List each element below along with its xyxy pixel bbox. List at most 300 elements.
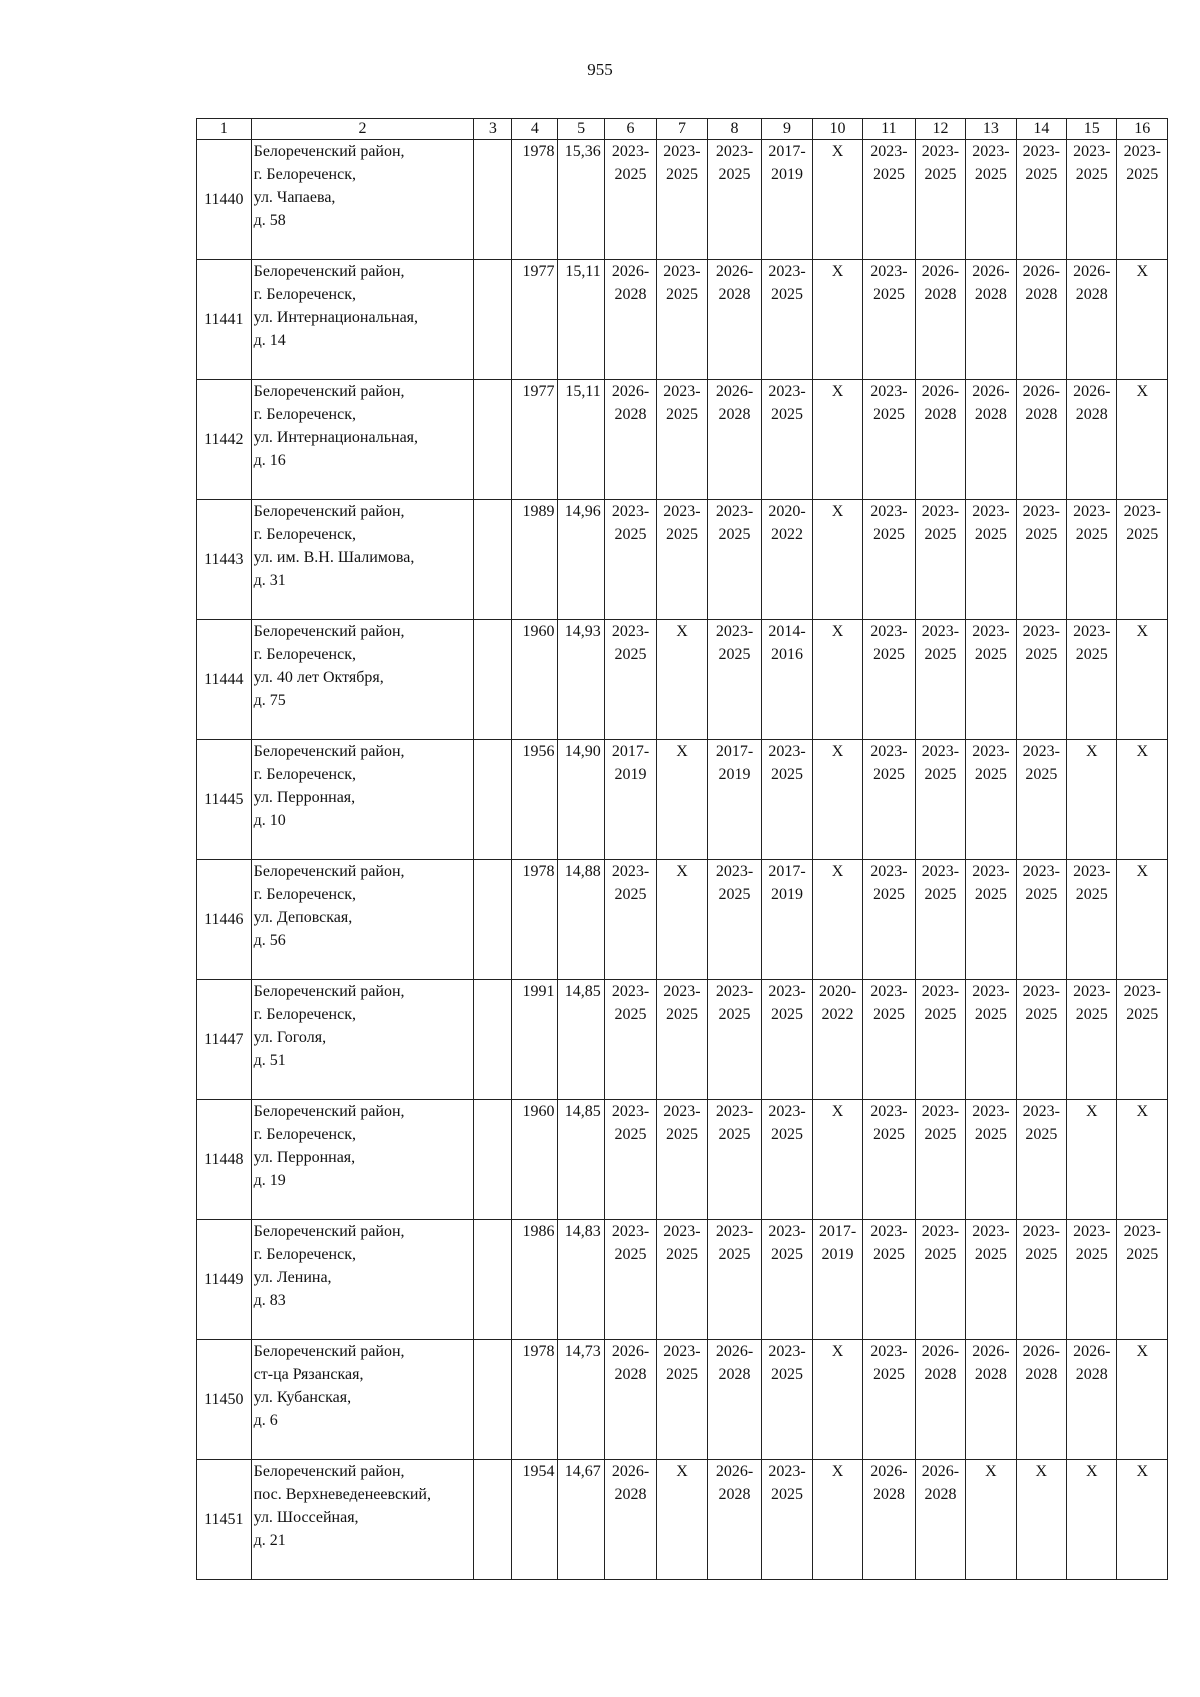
- period-cell: [707, 140, 762, 260]
- column-3-cell: [474, 740, 512, 860]
- address-cell: [251, 1340, 474, 1460]
- period-start: 2023-: [1022, 983, 1060, 1000]
- address-cell: [251, 380, 474, 500]
- period-start: 2026-: [972, 383, 1010, 400]
- period-cell: [1067, 860, 1117, 980]
- period-end: 2025: [1075, 1246, 1108, 1263]
- period-end: 2025: [614, 526, 647, 543]
- address-line: ст-ца Рязанская,: [253, 1366, 364, 1383]
- period-cell: [1117, 1100, 1168, 1220]
- period-start: X: [1136, 1103, 1149, 1120]
- period-start: 2023-: [663, 263, 701, 280]
- period-cell: [915, 740, 965, 860]
- period-cell: [1117, 980, 1168, 1100]
- table-row: [197, 1340, 1168, 1460]
- column-3-cell: [474, 1220, 512, 1340]
- period-end: 2025: [872, 1246, 905, 1263]
- address-line: г. Белореченск,: [253, 286, 356, 303]
- period-start: 2023-: [870, 1343, 908, 1360]
- period-cell: [1016, 980, 1066, 1100]
- period-start: 2023-: [663, 1343, 701, 1360]
- period-start: 2023-: [663, 503, 701, 520]
- period-cell: [1016, 140, 1066, 260]
- period-cell: [812, 1340, 862, 1460]
- period-cell: [1016, 260, 1066, 380]
- period-start: 2023-: [870, 983, 908, 1000]
- period-start: 2023-: [1022, 743, 1060, 760]
- period-start: X: [1085, 1103, 1098, 1120]
- column-3-cell: [474, 1100, 512, 1220]
- column-number: 8: [707, 119, 762, 140]
- table-row: [197, 500, 1168, 620]
- period-start: X: [1136, 383, 1149, 400]
- period-cell: [604, 1220, 657, 1340]
- column-number: 14: [1016, 119, 1066, 140]
- period-cell: [1117, 740, 1168, 860]
- period-start: 2023-: [768, 1463, 806, 1480]
- table-row: [197, 980, 1168, 1100]
- column-number: 11: [863, 119, 916, 140]
- period-start: 2026-: [1073, 263, 1111, 280]
- period-cell: [1067, 380, 1117, 500]
- period-cell: [915, 500, 965, 620]
- period-start: 2023-: [663, 143, 701, 160]
- address-line: Белореченский район,: [253, 743, 405, 760]
- period-end: 2028: [1025, 1366, 1058, 1383]
- period-start: 2026-: [1073, 383, 1111, 400]
- period-end: 2022: [821, 1006, 854, 1023]
- period-start: 2017-: [611, 743, 650, 760]
- period-end: 2025: [665, 1246, 698, 1263]
- period-end: 2025: [924, 886, 957, 903]
- period-cell: [1016, 1220, 1066, 1340]
- period-start: 2023-: [663, 1223, 701, 1240]
- period-start: 2023-: [972, 503, 1010, 520]
- period-start: X: [831, 383, 844, 400]
- period-start: X: [1136, 743, 1149, 760]
- period-end: 2025: [1075, 1006, 1108, 1023]
- address-line: г. Белореченск,: [253, 166, 356, 183]
- period-end: 2025: [974, 526, 1007, 543]
- period-end: 2025: [771, 286, 804, 303]
- period-cell: [812, 620, 862, 740]
- period-cell: [863, 1460, 916, 1580]
- period-cell: [707, 1460, 762, 1580]
- period-end: 2028: [718, 1486, 751, 1503]
- address-line: д. 6: [253, 1412, 278, 1429]
- period-end: 2025: [872, 1006, 905, 1023]
- period-cell: [863, 1340, 916, 1460]
- period-cell: [1067, 140, 1117, 260]
- period-cell: [657, 140, 707, 260]
- column-3-cell: [474, 980, 512, 1100]
- period-end: 2025: [872, 646, 905, 663]
- period-cell: [915, 1220, 965, 1340]
- period-start: X: [1136, 263, 1149, 280]
- table-row: [197, 1100, 1168, 1220]
- address-cell: [251, 140, 474, 260]
- period-end: 2025: [924, 526, 957, 543]
- period-start: 2023-: [921, 863, 960, 880]
- period-cell: [863, 380, 916, 500]
- period-cell: [863, 260, 916, 380]
- period-cell: [966, 860, 1016, 980]
- period-cell: [1016, 860, 1066, 980]
- period-end: 2025: [974, 1126, 1007, 1143]
- period-start: 2023-: [611, 503, 650, 520]
- build-year: 1954: [512, 1460, 558, 1580]
- column-number: 15: [1067, 119, 1117, 140]
- period-cell: [657, 500, 707, 620]
- period-start: 2023-: [715, 1103, 754, 1120]
- address-cell: [251, 1460, 474, 1580]
- period-start: X: [831, 503, 844, 520]
- period-end: 2025: [718, 1006, 751, 1023]
- address-line: г. Белореченск,: [253, 1126, 356, 1143]
- period-cell: [966, 980, 1016, 1100]
- address-line: Белореченский район,: [253, 143, 405, 160]
- period-end: 2025: [1075, 646, 1108, 663]
- period-cell: [604, 500, 657, 620]
- period-cell: [604, 260, 657, 380]
- period-start: 2023-: [1073, 143, 1111, 160]
- period-cell: [915, 1100, 965, 1220]
- build-year: 1978: [512, 860, 558, 980]
- record-number: 11450: [197, 1340, 252, 1460]
- period-end: 2028: [1075, 286, 1108, 303]
- table-row: [197, 860, 1168, 980]
- period-end: 2025: [1025, 646, 1058, 663]
- period-end: 2025: [924, 766, 957, 783]
- period-end: 2028: [718, 406, 751, 423]
- column-number-row: [197, 119, 1168, 140]
- period-cell: [657, 740, 707, 860]
- period-cell: [1016, 1100, 1066, 1220]
- address-line: ул. Интернациональная,: [253, 309, 419, 326]
- period-start: 2017-: [715, 743, 754, 760]
- period-end: 2025: [1025, 1246, 1058, 1263]
- period-end: 2025: [771, 766, 804, 783]
- period-end: 2028: [1025, 406, 1058, 423]
- period-cell: [657, 260, 707, 380]
- period-cell: [966, 1100, 1016, 1220]
- period-start: 2023-: [1123, 983, 1161, 1000]
- period-cell: [604, 1460, 657, 1580]
- period-cell: [1117, 1460, 1168, 1580]
- period-cell: [1117, 620, 1168, 740]
- address-line: ул. Перронная,: [253, 789, 356, 806]
- address-line: д. 75: [253, 692, 286, 709]
- period-cell: [707, 380, 762, 500]
- period-cell: [1067, 1220, 1117, 1340]
- period-cell: [812, 260, 862, 380]
- period-cell: [1067, 1340, 1117, 1460]
- record-number: 11444: [197, 620, 252, 740]
- period-start: 2023-: [715, 503, 754, 520]
- period-end: 2025: [872, 886, 905, 903]
- period-cell: [1067, 980, 1117, 1100]
- period-cell: [657, 1220, 707, 1340]
- period-end: 2025: [665, 1006, 698, 1023]
- column-3-cell: [474, 380, 512, 500]
- address-line: ул. Кубанская,: [253, 1389, 352, 1406]
- build-year: 1978: [512, 1340, 558, 1460]
- period-start: 2023-: [1022, 503, 1060, 520]
- address-line: д. 58: [253, 212, 286, 229]
- period-cell: [966, 1220, 1016, 1340]
- period-cell: [812, 500, 862, 620]
- table-row: [197, 620, 1168, 740]
- column-number: 12: [915, 119, 965, 140]
- period-cell: [915, 140, 965, 260]
- address-line: д. 16: [253, 452, 286, 469]
- period-end: 2028: [924, 406, 957, 423]
- period-start: 2023-: [1123, 1223, 1161, 1240]
- period-end: 2025: [771, 1006, 804, 1023]
- period-end: 2025: [771, 1246, 804, 1263]
- address-line: г. Белореченск,: [253, 766, 356, 783]
- period-start: 2026-: [611, 263, 650, 280]
- period-start: 2023-: [768, 383, 806, 400]
- period-start: 2023-: [921, 143, 960, 160]
- period-cell: [966, 620, 1016, 740]
- period-start: 2023-: [663, 1103, 701, 1120]
- record-number: 11447: [197, 980, 252, 1100]
- column-number: 4: [512, 119, 558, 140]
- period-start: X: [1136, 623, 1149, 640]
- period-cell: [657, 1100, 707, 1220]
- period-start: 2017-: [768, 863, 806, 880]
- period-cell: [812, 1460, 862, 1580]
- period-start: 2026-: [1022, 383, 1060, 400]
- period-end: 2025: [1025, 1006, 1058, 1023]
- period-start: 2026-: [1022, 1343, 1060, 1360]
- address-cell: [251, 1220, 474, 1340]
- period-cell: [707, 1100, 762, 1220]
- period-cell: [863, 1220, 916, 1340]
- value-cell: 14,93: [558, 620, 604, 740]
- address-line: Белореченский район,: [253, 623, 405, 640]
- period-end: 2028: [924, 286, 957, 303]
- period-cell: [762, 1460, 812, 1580]
- record-number: 11442: [197, 380, 252, 500]
- table-row: [197, 1460, 1168, 1580]
- period-end: 2025: [872, 166, 905, 183]
- period-end: 2025: [718, 1126, 751, 1143]
- period-end: 2025: [614, 1126, 647, 1143]
- address-cell: [251, 980, 474, 1100]
- period-end: 2025: [771, 406, 804, 423]
- period-end: 2025: [924, 646, 957, 663]
- address-line: г. Белореченск,: [253, 1006, 356, 1023]
- period-cell: [762, 860, 812, 980]
- period-cell: [966, 260, 1016, 380]
- address-line: Белореченский район,: [253, 1463, 405, 1480]
- period-start: X: [1136, 1343, 1149, 1360]
- period-start: 2023-: [768, 1103, 806, 1120]
- address-line: д. 14: [253, 332, 286, 349]
- value-cell: 14,96: [558, 500, 604, 620]
- column-3-cell: [474, 1460, 512, 1580]
- period-start: 2023-: [611, 143, 650, 160]
- table-row: [197, 380, 1168, 500]
- period-start: 2023-: [870, 1103, 908, 1120]
- record-number: 11451: [197, 1460, 252, 1580]
- column-number: 16: [1117, 119, 1168, 140]
- table-row: [197, 140, 1168, 260]
- table-row: [197, 740, 1168, 860]
- period-start: 2023-: [972, 863, 1010, 880]
- period-cell: [812, 140, 862, 260]
- period-cell: [707, 1220, 762, 1340]
- address-cell: [251, 500, 474, 620]
- period-start: 2023-: [715, 983, 754, 1000]
- address-line: ул. Деповская,: [253, 909, 353, 926]
- build-year: 1960: [512, 620, 558, 740]
- period-end: 2028: [614, 1486, 647, 1503]
- period-start: 2026-: [715, 1343, 754, 1360]
- period-start: X: [1085, 1463, 1098, 1480]
- period-start: 2023-: [921, 1103, 960, 1120]
- value-cell: 14,85: [558, 1100, 604, 1220]
- period-end: 2025: [974, 1006, 1007, 1023]
- table-row: [197, 260, 1168, 380]
- build-year: 1956: [512, 740, 558, 860]
- period-cell: [915, 1460, 965, 1580]
- column-3-cell: [474, 620, 512, 740]
- period-end: 2025: [771, 1126, 804, 1143]
- record-number: 11446: [197, 860, 252, 980]
- period-end: 2025: [1126, 166, 1159, 183]
- value-cell: 14,73: [558, 1340, 604, 1460]
- period-start: 2023-: [768, 263, 806, 280]
- column-number: 13: [966, 119, 1016, 140]
- period-cell: [762, 620, 812, 740]
- period-end: 2025: [924, 1246, 957, 1263]
- address-line: ул. Гоголя,: [253, 1029, 327, 1046]
- period-start: X: [831, 143, 844, 160]
- period-cell: [604, 1340, 657, 1460]
- period-cell: [915, 620, 965, 740]
- period-start: X: [676, 623, 688, 640]
- period-cell: [863, 620, 916, 740]
- period-cell: [657, 1460, 707, 1580]
- period-cell: [604, 620, 657, 740]
- period-cell: [762, 500, 812, 620]
- period-end: 2025: [718, 526, 751, 543]
- period-start: 2023-: [715, 863, 754, 880]
- period-cell: [915, 860, 965, 980]
- period-start: 2023-: [768, 1343, 806, 1360]
- period-cell: [604, 380, 657, 500]
- address-line: Белореченский район,: [253, 263, 405, 280]
- period-start: 2023-: [972, 983, 1010, 1000]
- period-start: 2026-: [921, 383, 960, 400]
- address-line: ул. Интернациональная,: [253, 429, 419, 446]
- build-year: 1977: [512, 260, 558, 380]
- period-end: 2025: [665, 1366, 698, 1383]
- column-3-cell: [474, 140, 512, 260]
- period-cell: [762, 980, 812, 1100]
- period-end: 2019: [614, 766, 647, 783]
- period-cell: [812, 860, 862, 980]
- period-start: 2026-: [715, 1463, 754, 1480]
- period-cell: [1117, 380, 1168, 500]
- period-cell: [1117, 500, 1168, 620]
- table-body: [197, 119, 1168, 1580]
- period-start: X: [831, 863, 844, 880]
- period-cell: [657, 860, 707, 980]
- period-start: X: [985, 1463, 997, 1480]
- build-year: 1991: [512, 980, 558, 1100]
- period-start: 2023-: [768, 1223, 806, 1240]
- period-start: 2023-: [870, 263, 908, 280]
- period-start: 2023-: [870, 623, 908, 640]
- address-line: г. Белореченск,: [253, 886, 356, 903]
- address-line: г. Белореченск,: [253, 1246, 356, 1263]
- period-cell: [707, 620, 762, 740]
- period-end: 2025: [1075, 526, 1108, 543]
- period-end: 2025: [924, 166, 957, 183]
- value-cell: 14,88: [558, 860, 604, 980]
- value-cell: 14,90: [558, 740, 604, 860]
- period-start: X: [1136, 863, 1149, 880]
- record-number: 11441: [197, 260, 252, 380]
- record-number: 11443: [197, 500, 252, 620]
- address-cell: [251, 740, 474, 860]
- period-start: 2023-: [715, 1223, 754, 1240]
- period-end: 2028: [924, 1486, 957, 1503]
- build-year: 1960: [512, 1100, 558, 1220]
- period-start: 2023-: [921, 1223, 960, 1240]
- address-line: Белореченский район,: [253, 1223, 405, 1240]
- table-row: [197, 1220, 1168, 1340]
- period-start: 2023-: [611, 1103, 650, 1120]
- period-start: X: [1035, 1463, 1048, 1480]
- period-start: 2023-: [1022, 623, 1060, 640]
- period-cell: [707, 980, 762, 1100]
- period-end: 2025: [665, 526, 698, 543]
- period-end: 2025: [614, 166, 647, 183]
- column-number: 5: [558, 119, 604, 140]
- period-start: 2023-: [972, 623, 1010, 640]
- period-cell: [762, 1340, 812, 1460]
- record-number: 11448: [197, 1100, 252, 1220]
- period-start: 2026-: [611, 1463, 650, 1480]
- period-end: 2028: [1075, 1366, 1108, 1383]
- period-start: X: [1136, 1463, 1149, 1480]
- period-end: 2025: [1025, 526, 1058, 543]
- period-start: 2026-: [921, 263, 960, 280]
- period-cell: [1067, 500, 1117, 620]
- period-cell: [657, 620, 707, 740]
- column-number: 3: [474, 119, 512, 140]
- period-start: 2023-: [611, 623, 650, 640]
- period-end: 2025: [665, 406, 698, 423]
- period-start: 2023-: [870, 143, 908, 160]
- period-cell: [812, 980, 862, 1100]
- record-number: 11449: [197, 1220, 252, 1340]
- period-cell: [863, 740, 916, 860]
- period-cell: [966, 1340, 1016, 1460]
- period-start: 2020-: [768, 503, 806, 520]
- period-start: 2023-: [1123, 143, 1161, 160]
- period-cell: [1067, 260, 1117, 380]
- address-line: г. Белореченск,: [253, 646, 356, 663]
- period-end: 2025: [665, 166, 698, 183]
- address-line: Белореченский район,: [253, 1343, 405, 1360]
- address-line: д. 83: [253, 1292, 286, 1309]
